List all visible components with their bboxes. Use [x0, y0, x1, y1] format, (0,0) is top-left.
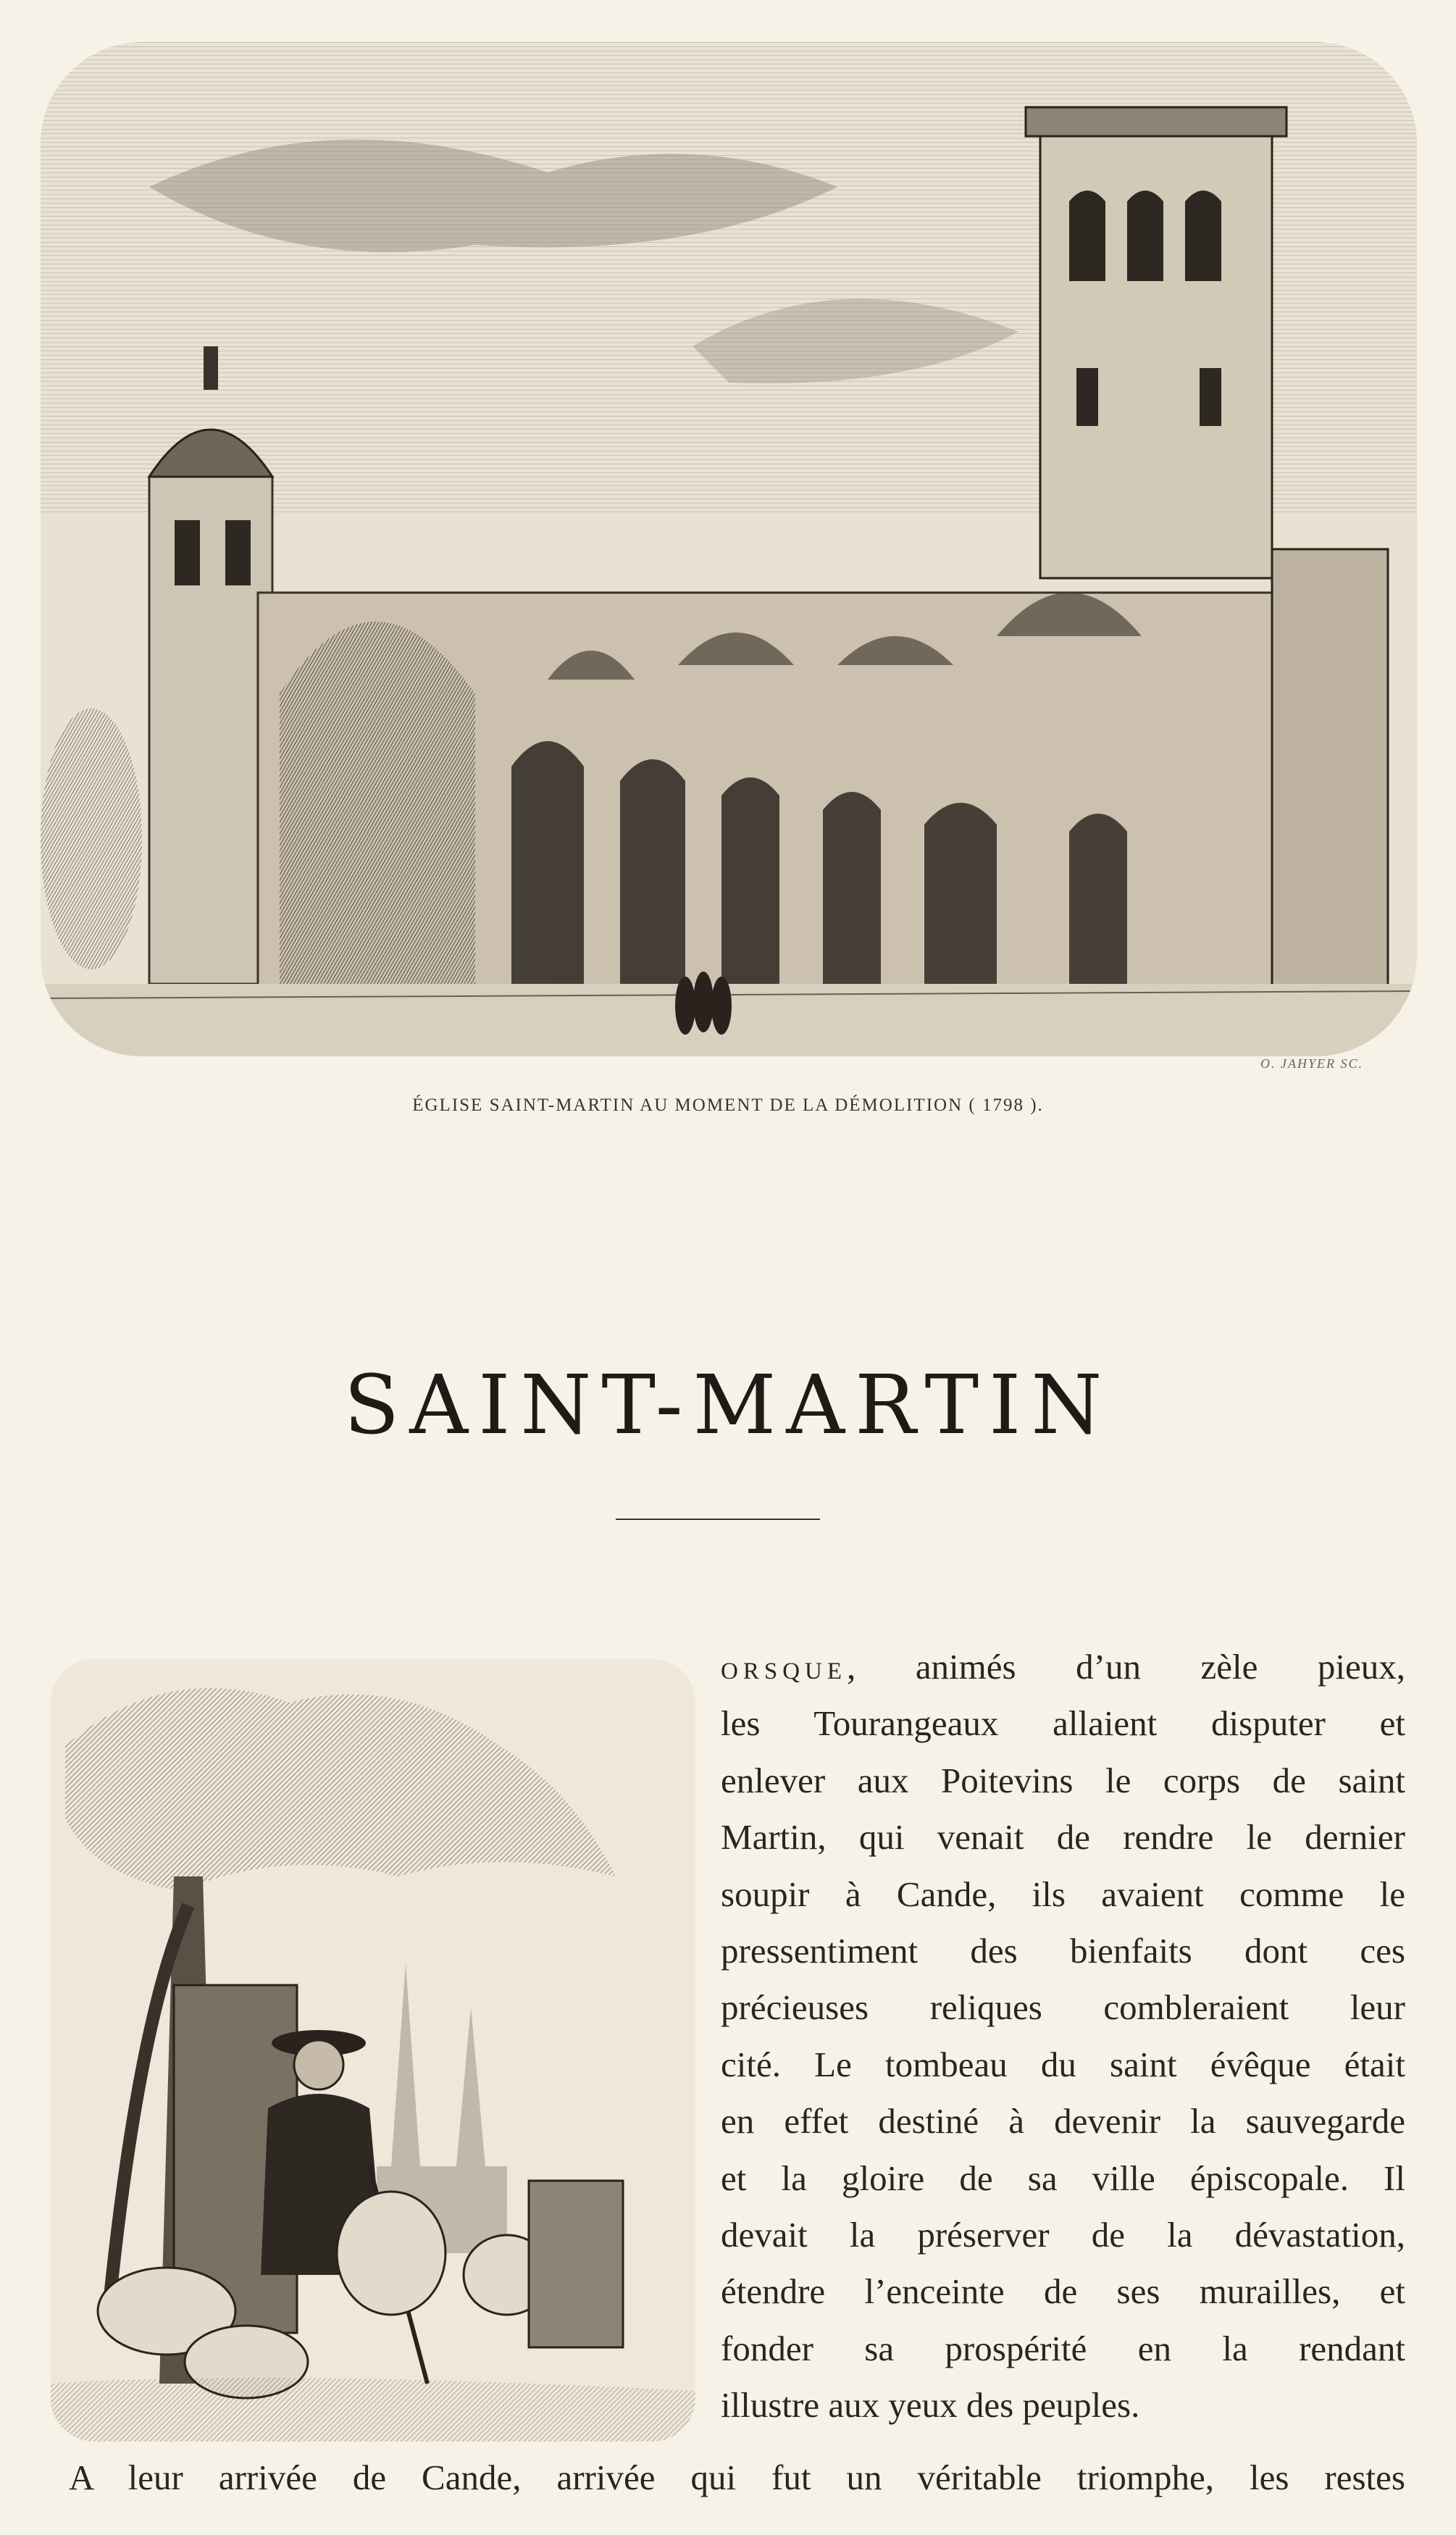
figure-caption: ÉGLISE SAINT-MARTIN AU MOMENT DE LA DÉMOLITION ( 1798 ).: [412, 1095, 1044, 1115]
body-full-width-line: A leur arrivée de Cande, arrivée qui fut un véritable triomphe, les restes: [69, 2457, 1405, 2497]
body-line: et la gloire de sa ville épiscopale. Il: [721, 2158, 1405, 2198]
lead-smallcaps: ORSQUE: [721, 1658, 848, 1684]
body-line: précieuses reliques combleraient leur: [721, 1987, 1405, 2028]
body-line: [721, 1639, 1405, 1695]
body-line: étendre l’enceinte de ses murailles, et: [721, 2271, 1405, 2312]
lead-rest: , animés d’un zèle pieux,: [847, 1647, 1405, 1687]
body-line: Martin, qui venait de rendre le dernier: [721, 1817, 1405, 1858]
title-divider: [616, 1519, 820, 1520]
body-line: illustre aux yeux des peuples.: [721, 2385, 1140, 2426]
shepherd-illustration: [51, 1659, 695, 2442]
body-line: enlever aux Poitevins le corps de saint: [721, 1760, 1405, 1800]
body-line: pressentiment des bienfaits dont ces: [721, 1930, 1405, 1971]
church-ruins-engraving: [41, 42, 1417, 1056]
body-line: devait la préserver de la dévastation,: [721, 2214, 1405, 2255]
body-text-column: [721, 1639, 1405, 2434]
body-line: les Tourangeaux allaient disputer et: [721, 1703, 1405, 1744]
church-ruins-illustration: [41, 42, 1417, 1056]
body-line: en effet destiné à devenir la sauvegarde: [721, 2101, 1405, 2142]
page-title: SAINT-MARTIN: [343, 1358, 1113, 1453]
body-line: soupir à Cande, ils avaient comme le: [721, 1874, 1405, 1914]
body-line: fonder sa prospérité en la rendant: [721, 2328, 1405, 2368]
shepherd-engraving: [51, 1659, 695, 2442]
body-line: cité. Le tombeau du saint évêque était: [721, 2044, 1405, 2084]
engraver-signature: O. JAHYER SC.: [1260, 1056, 1363, 1071]
